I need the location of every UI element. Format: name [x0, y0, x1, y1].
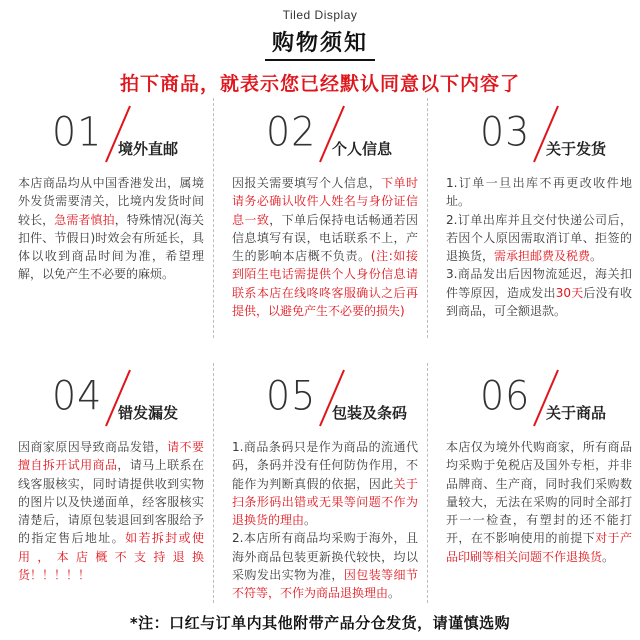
- highlighted-text: 对于产品印刷等相关问题不作退换货: [446, 531, 632, 564]
- body-text: 。: [388, 586, 401, 601]
- notice-card: [0, 96, 212, 358]
- card-header: [0, 96, 212, 168]
- notice-card: [428, 360, 640, 622]
- card-header: [428, 96, 640, 168]
- card-number: [480, 110, 530, 154]
- body-text: ，请马上联系在线客服核实，同时请提供收到实物的图片以及快递面单，经客服核实清楚后，请原包装退回到客服给予的指定售后地址。: [18, 458, 204, 546]
- body-text: 后没有收到商品，可全额退款。: [446, 285, 632, 319]
- card-topic: 关于发货: [546, 140, 607, 158]
- highlighted-text: 关于扫条形码出错或无果等问题不作为退换货的理由: [232, 476, 418, 528]
- highlighted-text: 需承担邮费及税费: [494, 249, 591, 264]
- card-body: [446, 438, 632, 566]
- card-header: [428, 360, 640, 432]
- page-header: [0, 8, 640, 96]
- card-body: [232, 438, 418, 603]
- card-number: [52, 374, 102, 418]
- card-number: [266, 110, 316, 154]
- card-topic: 错发漏发: [118, 404, 179, 422]
- highlighted-text: 如若拆封或使用，本店概不支持退换货！！！！！: [18, 531, 204, 583]
- highlighted-text: 下单时请务必确认收件人姓名与身份证信息一致: [232, 176, 418, 227]
- body-text: 1.订单一旦出库不再更改收件地址。 2.订单出库并且交付快递公司后，若因个人原因需取消订单、拒签的退换货，: [446, 176, 632, 264]
- highlighted-text: 急需者慎拍: [54, 212, 115, 227]
- highlighted-text: 30天: [555, 285, 584, 300]
- title-underline: [265, 59, 375, 61]
- body-text: 本店商品均从中国香港发出，属境外发货需要清关，比境内发货时间较长，: [18, 176, 204, 227]
- card-number-text: 02: [266, 108, 317, 156]
- card-number: [52, 110, 102, 154]
- body-text: 因商家原因导致商品发错，: [18, 440, 168, 454]
- card-number-text: 06: [480, 372, 531, 420]
- notice-card: [0, 360, 212, 622]
- card-number-text: 05: [266, 372, 317, 420]
- card-topic: 个人信息: [332, 140, 393, 158]
- notice-card: [214, 360, 426, 622]
- notice-card: [428, 96, 640, 358]
- highlighted-text: 请不要擅自拆开试用商品: [18, 440, 204, 473]
- body-text: 。 3.商品发出后因物流延迟，海关扣件等原因，造成发出: [446, 249, 632, 300]
- card-body: [446, 174, 632, 320]
- highlighted-text: (注:如接到陌生电话需提供个人身份信息请联系本店在线咚咚客服确认之后再提供，以避免产生不必要的损失): [232, 249, 418, 319]
- card-body: [232, 174, 418, 320]
- highlighted-text: 因包装等细节不符等，不作为商品退换理由: [232, 568, 418, 601]
- header-small-title: Tiled Display: [282, 8, 358, 22]
- card-number: [480, 374, 530, 418]
- body-text: 因报关需要填写个人信息，: [232, 176, 382, 190]
- card-number-text: 03: [480, 108, 531, 156]
- body-text: 。 2.本店所有商品均采购于海外，且海外商品包装更新换代较快，均以采购发出实物为准，: [232, 513, 418, 583]
- body-text: 。: [602, 549, 615, 564]
- card-topic: 包装及条码: [332, 404, 408, 422]
- card-number-text: 01: [52, 108, 103, 156]
- card-topic: 关于商品: [546, 404, 607, 422]
- body-text: 本店仅为境外代购商家，所有商品均采购于免税店及国外专柜，并非品牌商、生产商，同时我们采购数量较大，无法在采购的同时全部打开一一检查，有塑封的还不能打开，在不影响使用的前提下: [446, 440, 632, 546]
- card-header: [214, 96, 426, 168]
- card-body: [18, 438, 204, 584]
- page-title: 购物须知: [271, 31, 368, 56]
- card-number-text: 04: [52, 372, 103, 420]
- notice-card: [214, 96, 426, 358]
- agreement-notice: 拍下商品，就表示您已经默认同意以下内容了: [119, 73, 520, 95]
- body-text: ，下单后保持电话畅通若因信息填写有误，电话联系不上，产生的影响本店概不负责。: [232, 212, 418, 264]
- body-text: 1.商品条码只是作为商品的流通代码，条码并没有任何防伪作用，不能作为判断真假的依据，因此: [232, 440, 418, 491]
- card-body: [18, 174, 204, 284]
- card-header: [214, 360, 426, 432]
- body-text: ，特殊情况(海关扣件、节假日)时效会有所延长，具体以收到商品时间为准，希望理解，以免产生不必要的麻烦。: [18, 212, 204, 282]
- footer-note: *注：口红与订单内其他附带产品分仓发货，请谨慎选购: [129, 614, 511, 632]
- card-number: [266, 374, 316, 418]
- card-header: [0, 360, 212, 432]
- card-topic: 境外直邮: [118, 140, 179, 158]
